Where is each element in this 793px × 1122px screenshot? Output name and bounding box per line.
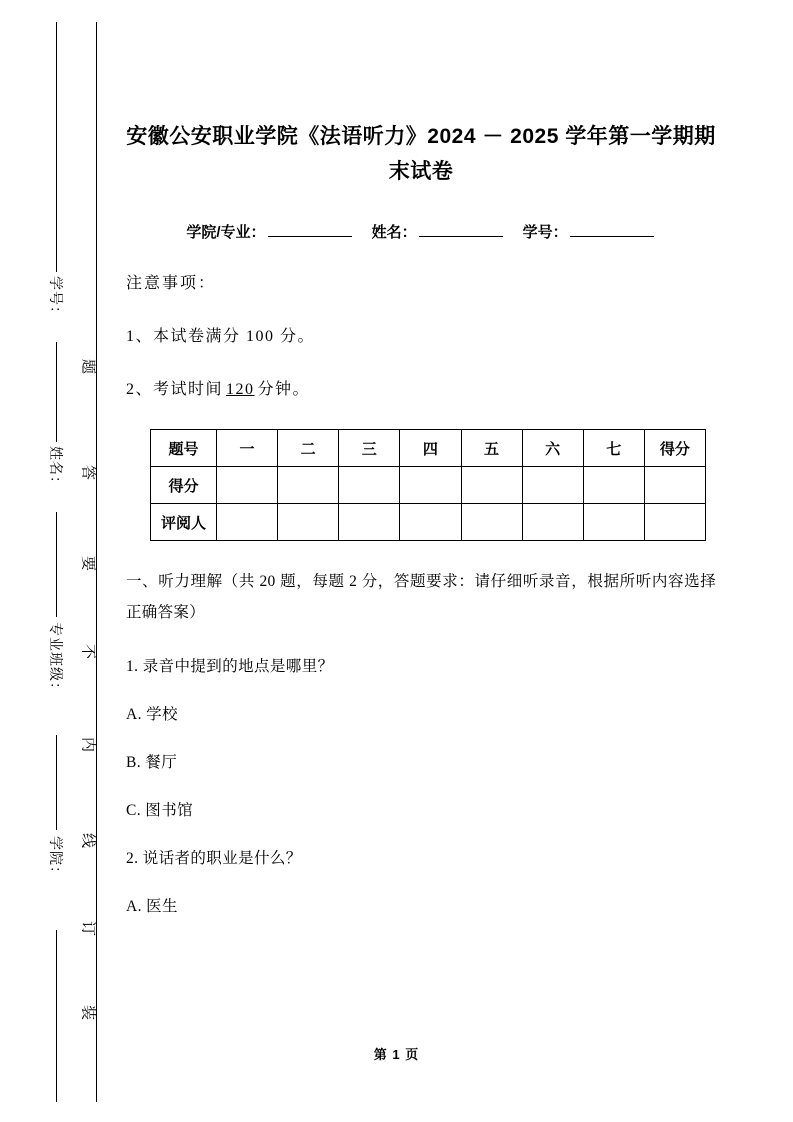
paper-content bbox=[126, 0, 716, 916]
score-header-cell: 六 bbox=[522, 430, 583, 467]
score-header-cell: 一 bbox=[217, 430, 278, 467]
binding-char-yao: 要 bbox=[79, 555, 96, 571]
binding-char-zhuang: 装 bbox=[79, 1004, 96, 1020]
notice-item-1: 1、本试卷满分 100 分。 bbox=[126, 328, 316, 346]
binding-char-ti: 题 bbox=[79, 358, 96, 374]
notice-heading: 注意事项： bbox=[126, 275, 217, 293]
student-info-line bbox=[126, 221, 716, 242]
score-table bbox=[150, 429, 706, 541]
question-1-option-c[interactable]: C. 图书馆 bbox=[126, 801, 193, 819]
question-2-text: 2. 说话者的职业是什么？ bbox=[126, 849, 302, 867]
binding-char-bu: 不 bbox=[79, 643, 96, 659]
reviewer-cell[interactable] bbox=[400, 504, 461, 541]
binding-label-department: 学院： bbox=[47, 836, 62, 881]
score-header-cell: 得分 bbox=[644, 430, 705, 467]
exam-duration-suffix: 分钟。 bbox=[257, 381, 311, 399]
score-cell[interactable] bbox=[339, 467, 400, 504]
name-blank[interactable] bbox=[419, 236, 503, 237]
binding-char-nei: 内 bbox=[79, 736, 96, 752]
table-row bbox=[151, 504, 706, 541]
binding-char-xian: 线 bbox=[79, 832, 96, 848]
score-cell[interactable] bbox=[522, 467, 583, 504]
question-1-option-b[interactable]: B. 餐厅 bbox=[126, 753, 178, 771]
name-label: 姓名： bbox=[371, 224, 417, 242]
binding-rule-segment bbox=[56, 735, 57, 830]
department-major-label: 学院/专业： bbox=[186, 224, 266, 242]
page-footer: 第 1 页 bbox=[373, 1047, 420, 1062]
question-2-option-a[interactable]: A. 医生 bbox=[126, 897, 178, 915]
score-cell[interactable] bbox=[461, 467, 522, 504]
score-header-cell: 题号 bbox=[151, 430, 217, 467]
score-row-label: 得分 bbox=[151, 467, 217, 504]
score-cell[interactable] bbox=[583, 467, 644, 504]
score-cell[interactable] bbox=[278, 467, 339, 504]
binding-margin bbox=[0, 0, 112, 1122]
department-major-blank[interactable] bbox=[268, 236, 352, 237]
binding-rule-segment bbox=[56, 512, 57, 617]
exam-duration-value: 120 bbox=[226, 381, 255, 399]
reviewer-cell[interactable] bbox=[339, 504, 400, 541]
question-1-option-a[interactable]: A. 学校 bbox=[126, 705, 178, 723]
student-id-label: 学号： bbox=[522, 224, 568, 242]
score-header-cell: 二 bbox=[278, 430, 339, 467]
binding-rule-segment bbox=[56, 22, 57, 272]
score-header-cell: 七 bbox=[583, 430, 644, 467]
reviewer-cell[interactable] bbox=[217, 504, 278, 541]
page-title: 安徽公安职业学院《法语听力》2024 － 2025 学年第一学期期末试卷 bbox=[126, 125, 716, 183]
score-cell[interactable] bbox=[217, 467, 278, 504]
binding-label-name: 姓名： bbox=[47, 446, 62, 491]
binding-rule-segment bbox=[56, 930, 57, 1102]
binding-char-da: 答 bbox=[79, 464, 96, 480]
score-header-cell: 三 bbox=[339, 430, 400, 467]
reviewer-cell[interactable] bbox=[583, 504, 644, 541]
table-row-header bbox=[151, 430, 706, 467]
score-cell[interactable] bbox=[644, 467, 705, 504]
score-cell[interactable] bbox=[400, 467, 461, 504]
reviewer-row-label: 评阅人 bbox=[151, 504, 217, 541]
question-1-text: 1. 录音中提到的地点是哪里？ bbox=[126, 657, 334, 675]
reviewer-cell[interactable] bbox=[522, 504, 583, 541]
binding-label-class: 专业班级： bbox=[47, 622, 62, 697]
table-row bbox=[151, 467, 706, 504]
reviewer-cell[interactable] bbox=[644, 504, 705, 541]
binding-char-ding: 订 bbox=[79, 920, 96, 936]
score-header-cell: 五 bbox=[461, 430, 522, 467]
score-header-cell: 四 bbox=[400, 430, 461, 467]
section-heading-listening: 一、听力理解（共 20 题，每题 2 分，答题要求：请仔细听录音，根据所听内容选择正确答案） bbox=[126, 573, 716, 621]
notice-item-2 bbox=[126, 376, 716, 399]
reviewer-cell[interactable] bbox=[278, 504, 339, 541]
exam-duration-prefix: 2、考试时间 bbox=[126, 381, 224, 399]
binding-rule-segment bbox=[56, 342, 57, 442]
reviewer-cell[interactable] bbox=[461, 504, 522, 541]
binding-label-student-id: 学号： bbox=[47, 276, 62, 321]
student-id-blank[interactable] bbox=[570, 236, 654, 237]
